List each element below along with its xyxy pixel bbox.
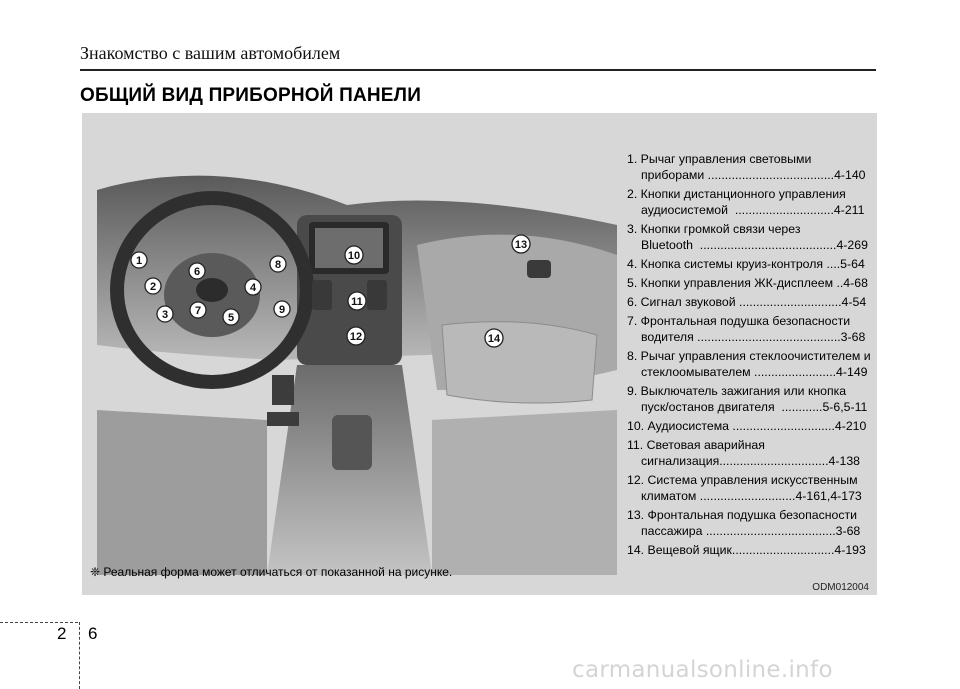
legend-item: 6. Сигнал звуковой ..............................4-54 [627,295,867,309]
page-number-divider [79,622,80,689]
legend-item: 12. Система управления искусственным климатом ............................4-161,4-173 [627,473,862,503]
svg-text:6: 6 [193,266,201,278]
legend-item: 9. Выключатель зажигания или кнопка пуск/останов двигателя ............5-6,5-11 [627,384,868,414]
figure-footnote: ❈ Реальная форма может отличаться от показанной на рисунке. [90,565,453,579]
callout-11 [348,292,366,310]
dashboard-illustration [97,150,617,575]
section-heading: ОБЩИЙ ВИД ПРИБОРНОЙ ПАНЕЛИ [80,85,422,106]
svg-text:5: 5 [227,312,235,324]
svg-text:3: 3 [161,309,169,321]
legend-item: 11. Световая аварийная сигнализация................................4-138 [627,438,861,468]
running-header: Знакомство с вашим автомобилем [80,43,341,63]
callout-10 [345,246,363,264]
legend-item: 3. Кнопки громкой связи через Bluetooth ........................................4-269 [627,222,868,252]
legend-item: 5. Кнопки управления ЖК-дисплеем ..4-68 [627,276,868,290]
legend-item: 8. Рычаг управления стеклоочистителем и стеклоомывателем ........................4-149 [627,349,871,379]
legend-item: 1. Рычаг управления световыми приборами .....................................4-140 [627,152,866,182]
svg-text:13: 13 [514,239,528,251]
legend-item: 13. Фронтальная подушка безопасности пассажира ......................................3-68 [627,508,861,538]
callout-2 [145,278,161,294]
page-number: 6 [88,624,98,643]
header-rule [80,69,876,71]
svg-text:12: 12 [349,331,363,343]
svg-text:7: 7 [194,305,202,317]
svg-text:4: 4 [249,282,257,294]
callout-6 [189,263,205,279]
chapter-number: 2 [57,624,67,643]
svg-text:11: 11 [351,296,363,308]
callout-13 [512,235,530,253]
figure-panel [82,113,877,595]
callout-4 [245,279,261,295]
legend-item: 14. Вещевой ящик..............................4-193 [627,543,866,557]
callout-5 [223,309,239,325]
svg-text:8: 8 [274,259,282,271]
svg-text:14: 14 [487,333,501,345]
svg-text:10: 10 [347,250,361,262]
callout-8 [270,256,286,272]
svg-text:1: 1 [135,255,143,267]
legend-item: 10. Аудиосистема ..............................4-210 [627,419,867,433]
svg-text:2: 2 [149,281,157,293]
callout-14 [485,329,503,347]
page-number-rule [0,622,78,623]
callout-1 [131,252,147,268]
callout-3 [157,306,173,322]
callout-9 [274,301,290,317]
callout-7 [190,302,206,318]
callout-12 [347,327,365,345]
figure-code: ODM012004 [812,582,869,593]
watermark: carmanualsonline.info [572,657,833,683]
legend-item: 2. Кнопки дистанционного управления аудиосистемой .............................4-211 [627,187,865,217]
legend-list [627,151,877,561]
legend-item: 4. Кнопка системы круиз-контроля ....5-64 [627,257,865,271]
legend-item: 7. Фронтальная подушка безопасности водителя ..........................................3-68 [627,314,866,344]
svg-text:9: 9 [278,304,286,316]
